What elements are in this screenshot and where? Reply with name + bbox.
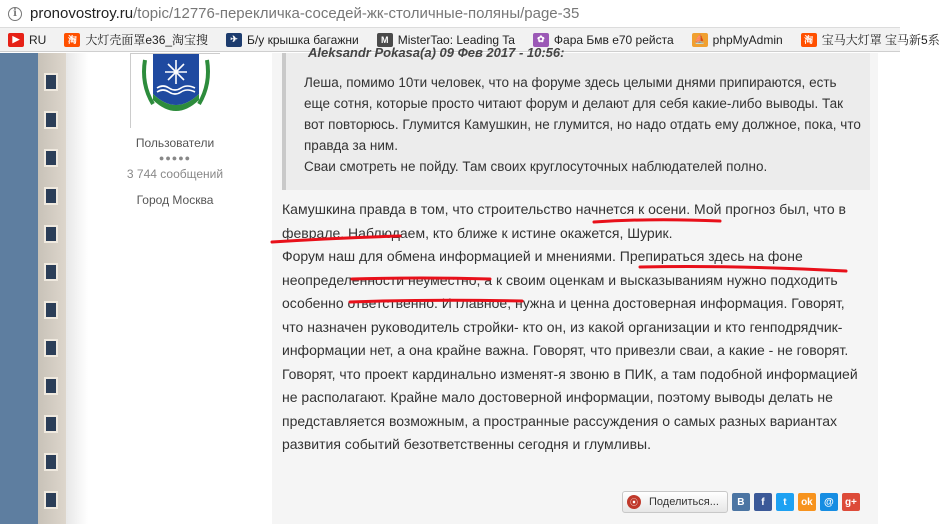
- building-window: [44, 453, 58, 471]
- quote-paragraph: Леша, помимо 10ти человек, что на форуме здесь целыми днями припираются, есть еще сотня, которые просто читают форум и делают для себя какие-либо выводы. Так вот повторюсь. Глумится Камушкин, не глумится, но надо отдать ему должное, пока, что правда за ним.: [304, 75, 861, 153]
- bookmark-item[interactable]: [684, 33, 783, 47]
- user-city: Город Москва: [136, 193, 214, 207]
- bookmark-label: 大灯壳面罩e36_淘宝搜: [85, 33, 209, 47]
- bookmark-label: Фара Бмв е70 рейста: [553, 32, 674, 47]
- page-shadow: [66, 53, 88, 524]
- post-body: [282, 198, 862, 457]
- url-text[interactable]: [30, 5, 579, 22]
- quote-author: Aleksandr Pokasa(a) 09 Фев 2017 - 10:56:: [308, 45, 565, 60]
- share-button[interactable]: [622, 491, 728, 513]
- url-domain: pronovostroy.ru: [30, 5, 134, 22]
- bookmark-item[interactable]: [56, 31, 208, 48]
- quote-text: [304, 72, 864, 177]
- vk-icon[interactable]: B: [732, 493, 750, 511]
- post-paragraph: Форум наш для обмена информацией и мнениями. Препираться здесь на фоне неопределенности неуместно, а к своим оценкам и высказываниям нужно подходить особенно ответственно. И главное, нужна и ценна достоверная информация. Говорят, что назначен руководитель стройки- кто он, из какой организации и кто генподрядчик-информации нет, а она крайне важна. Говорят, что привезли сваи, а какие - не говорят. Говорят, что проект кардинально изменят-я звоню в ПИК, а там подобной информацией не располагают. Крайне мало достоверной информации, поэтому выводы делать не представляется возможным, а пространные рассуждения о самых разных вариантах развития событий безответственны сегодня и глумливы.: [282, 248, 858, 452]
- building-window: [44, 415, 58, 433]
- building-window: [44, 73, 58, 91]
- bookmark-label: MisterTao: Leading Ta: [397, 32, 515, 47]
- coat-of-arms-icon: [131, 54, 221, 129]
- bookmark-item[interactable]: [0, 33, 46, 47]
- building-window: [44, 377, 58, 395]
- phpmyadmin-icon: ⛵: [692, 33, 708, 47]
- bookmark-label: Б/у крышка багажни: [247, 32, 359, 47]
- mailru-icon[interactable]: @: [820, 493, 838, 511]
- twitter-icon[interactable]: t: [776, 493, 794, 511]
- share-label: Поделиться...: [649, 496, 719, 508]
- bookmark-label: phpMyAdmin: [712, 32, 783, 47]
- bookmark-label: 宝马大灯罩 宝马新5系: [821, 33, 940, 47]
- user-role: Пользователи: [135, 136, 215, 150]
- building-window: [44, 225, 58, 243]
- post-paragraph: Камушкина правда в том, что строительство начнется к осени. Мой прогноз был, что в феврале. Наблюдаем, кто ближе к истине окажется, Шурик.: [282, 201, 846, 241]
- quote-block: [282, 45, 870, 190]
- plane-icon: ✈: [226, 33, 242, 47]
- building-window: [44, 111, 58, 129]
- building-window: [44, 491, 58, 509]
- url-path: /topic/12776-перекличка-соседей-жк-столичные-поляны/page-35: [133, 5, 580, 22]
- building-window: [44, 187, 58, 205]
- taobao-icon: 淘: [801, 33, 817, 47]
- address-bar[interactable]: [0, 0, 900, 28]
- building-window: [44, 301, 58, 319]
- share-bar: [622, 491, 860, 513]
- facebook-icon[interactable]: f: [754, 493, 772, 511]
- googleplus-icon[interactable]: g+: [842, 493, 860, 511]
- building-window: [44, 339, 58, 357]
- post-content: [272, 45, 878, 524]
- share-icon: ⦿: [627, 495, 641, 509]
- youtube-icon: ▶: [8, 33, 24, 47]
- user-info-panel: [100, 53, 250, 207]
- site-info-icon[interactable]: i: [8, 7, 22, 21]
- quote-paragraph: Сваи смотреть не пойду. Там своих круглосуточных наблюдателей полно.: [304, 159, 768, 174]
- post-count: 3 744 сообщений: [126, 167, 224, 181]
- rank-stars: ●●●●●: [158, 153, 192, 163]
- forum-page: [0, 45, 900, 524]
- flower-icon: ✿: [533, 33, 549, 47]
- mistertao-icon: M: [377, 33, 393, 47]
- building-window: [44, 263, 58, 281]
- bookmark-label: RU: [29, 32, 47, 47]
- background-building-image: [0, 53, 66, 524]
- bookmark-item[interactable]: [793, 31, 940, 48]
- avatar[interactable]: [130, 53, 220, 128]
- odnoklassniki-icon[interactable]: ok: [798, 493, 816, 511]
- taobao-icon: 淘: [64, 33, 80, 47]
- building-window: [44, 149, 58, 167]
